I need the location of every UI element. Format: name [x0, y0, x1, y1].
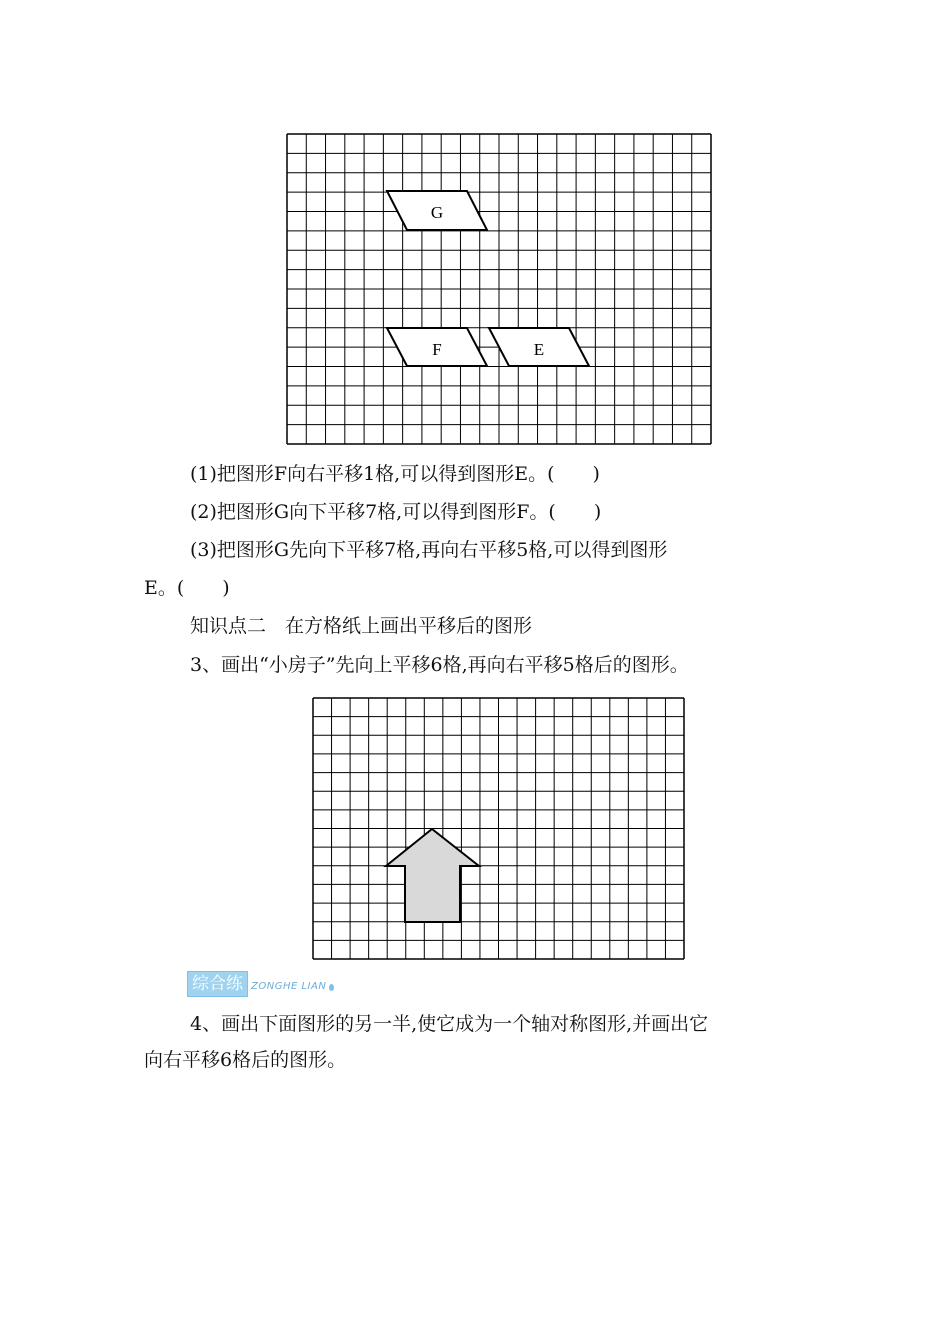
- practice-badge: [187, 972, 334, 996]
- label-f: F: [432, 340, 442, 359]
- house-shape: [386, 829, 479, 922]
- question-2: (2)把图形G向下平移7格,可以得到图形F。( ): [190, 501, 602, 523]
- question-3-line-2: E。( ): [144, 577, 230, 599]
- task-4-line-1: 4、画出下面图形的另一半,使它成为一个轴对称图形,并画出它: [190, 1013, 709, 1035]
- grid-figure-1: [286, 133, 712, 445]
- grid-figure-2: [312, 697, 685, 960]
- question-3-line-1: (3)把图形G先向下平移7格,再向右平移5格,可以得到图形: [190, 539, 668, 561]
- task-4-line-2: 向右平移6格后的图形。: [144, 1049, 347, 1071]
- label-e: E: [533, 340, 545, 359]
- section-title: 知识点二 在方格纸上画出平移后的图形: [190, 615, 533, 637]
- badge-drop-icon: [329, 984, 334, 991]
- grid-lines: [287, 134, 711, 444]
- badge-main-text: 综合练: [187, 971, 248, 997]
- question-1: (1)把图形F向右平移1格,可以得到图形E。( ): [190, 463, 600, 485]
- label-g: G: [430, 203, 444, 222]
- badge-sub-text: ZONGHE LIAN: [251, 980, 327, 992]
- task-3-text: 3、画出“小房子”先向上平移6格,再向右平移5格后的图形。: [190, 654, 689, 676]
- grid-lines: [313, 698, 684, 959]
